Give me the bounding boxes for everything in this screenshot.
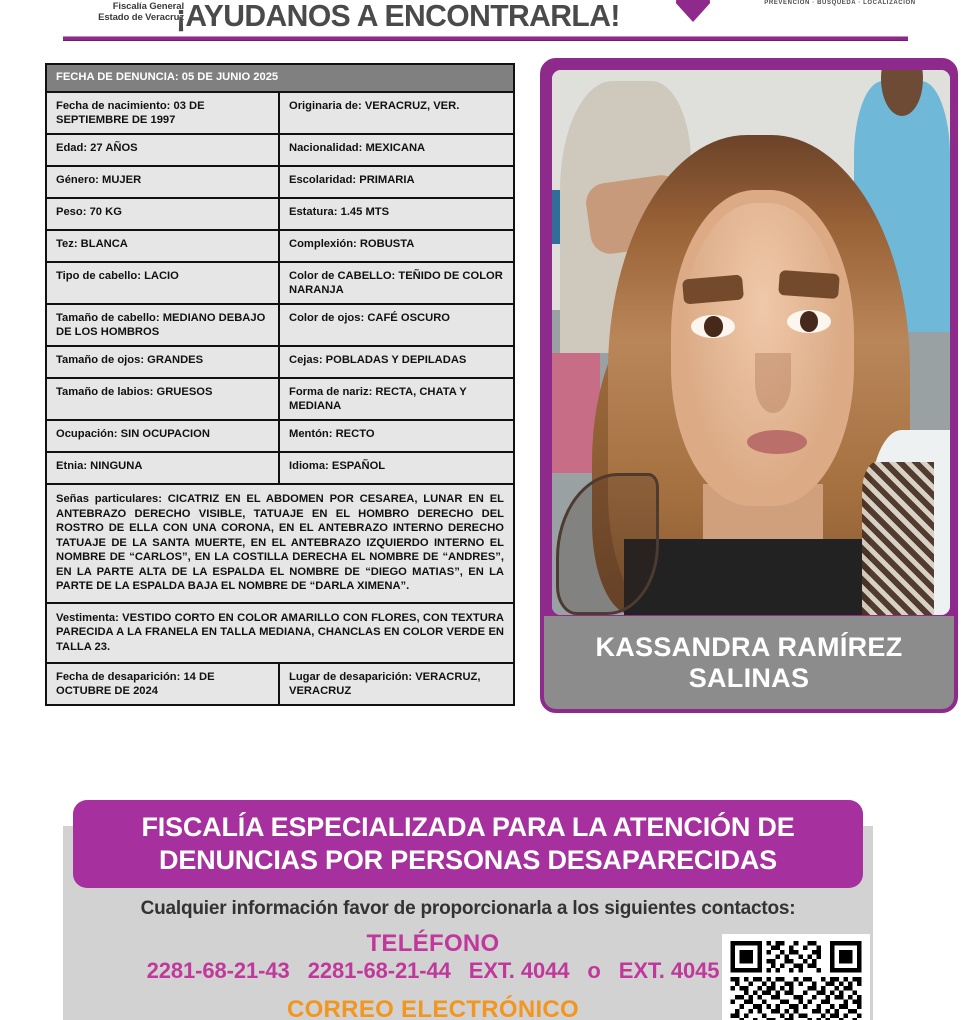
lips-cell: Tamaño de labios: GRUESOS [47,379,280,419]
table-row [47,485,513,604]
table-row [47,421,513,453]
occupation-cell: Ocupación: SIN OCUPACION [47,421,280,451]
eyebrows-cell: Cejas: POBLADAS Y DEPILADAS [280,347,513,377]
table-row [47,231,513,263]
extension-2: EXT. 4045 [618,958,720,983]
hair-color-cell: Color de CABELLO: TEÑIDO DE COLOR NARANJA [280,263,513,303]
table-row [47,379,513,421]
disappearance-date-cell: Fecha de desaparición: 14 DE OCTUBRE DE 2024 [47,664,280,704]
nationality-cell: Nacionalidad: MEXICANA [280,135,513,165]
origin-cell: Originaria de: VERACRUZ, VER. [280,93,513,133]
phone-number-2[interactable]: 2281-68-21-44 [307,958,451,983]
qr-code-icon [729,941,863,1020]
age-cell: Edad: 27 AÑOS [47,135,280,165]
disappearance-place-cell: Lugar de desaparición: VERACRUZ, VERACRUZ [280,664,513,704]
org-line-2: Estado de Veracruz [98,12,184,23]
table-row [47,65,513,93]
language-cell: Idioma: ESPAÑOL [280,453,513,483]
photo-eye-right [787,310,831,333]
name-plate [544,616,954,709]
purple-drop-icon [676,0,710,22]
header-divider [63,36,908,41]
qr-code[interactable] [722,934,870,1020]
person-name: KASSANDRA RAMÍREZ SALINAS [595,631,903,693]
page-title: ¡AYUDANOS A ENCONTRARLA! [176,0,620,33]
eye-color-cell: Color de ojos: CAFÉ OSCURO [280,305,513,345]
phone-number-1[interactable]: 2281-68-21-43 [146,958,290,983]
skin-cell: Tez: BLANCA [47,231,280,261]
table-row [47,453,513,485]
photo-face [671,190,854,506]
table-row [47,347,513,379]
extension-1: EXT. 4044 [468,958,570,983]
table-row [47,664,513,704]
photo-patterned-fabric [862,462,934,615]
photo-mouth [747,430,807,454]
weight-cell: Peso: 70 KG [47,199,280,229]
table-row [47,604,513,665]
org-line-1: Fiscalía General [112,1,184,12]
contact-instruction: Cualquier información favor de proporcionarla a los siguientes contactos: [140,898,796,919]
distinguishing-marks-cell: Señas particulares: CICATRIZ EN EL ABDOMEN POR CESAREA, LUNAR EN EL ANTEBRAZO DERECHO VISIBLE, TATUAJE EN EL HOMBRO DERECHO DEL ROSTRO DE ELLA CON UNA CORONA, EN EL ANTEBRAZO INTERNO DERECHO TATUAJE DE LA SANTA MUERTE, EN EL ANTEBRAZO IZQUIERDO INTERNO EL NOMBRE DE “CARLOS”, EN LA COSTILLA DERECHA EL NOMBRE DE “ANDRES”, EN LA PARTE ALTA DE LA ESPALDA EL NOMBRE DE “DIEGO MATIAS”, EN LA PARTE DE LA ESPALDA BAJA EL NOMBRE DE “DARLA XIMENA”. [47,485,513,602]
eye-size-cell: Tamaño de ojos: GRANDES [47,347,280,377]
hair-length-cell: Tamaño de cabello: MEDIANO DEBAJO DE LOS HOMBROS [47,305,280,345]
tagline: PREVENCIÓN · BÚSQUEDA · LOCALIZACIÓN [764,0,916,6]
person-details-table [45,63,515,706]
education-cell: Escolaridad: PRIMARIA [280,167,513,197]
gender-cell: Género: MUJER [47,167,280,197]
table-row [47,263,513,305]
phone-numbers [63,958,803,984]
photo-shirt [624,539,887,615]
contact-banner [73,800,863,888]
fiscalia-general-logo [62,1,184,23]
extension-separator: o [587,958,601,983]
chin-cell: Mentón: RECTO [280,421,513,451]
clothing-cell: Vestimenta: VESTIDO CORTO EN COLOR AMARILLO CON FLORES, CON TEXTURA PARECIDA A LA FRANELA EN TALLA MEDIANA, CHANCLAS EN COLOR VERDE EN TALLA 23. [47,604,513,663]
poster-header [0,0,970,33]
table-row [47,93,513,135]
person-photo [552,70,950,615]
complexion-cell: Complexión: ROBUSTA [280,231,513,261]
ethnicity-cell: Etnia: NINGUNA [47,453,280,483]
birthdate-cell: Fecha de nacimiento: 03 DE SEPTIEMBRE DE 1997 [47,93,280,133]
photo-card [540,58,958,713]
phone-label: TELÉFONO [366,930,500,957]
photo-nose [755,353,791,413]
height-cell: Estatura: 1.45 MTS [280,199,513,229]
photo-eye-left [691,315,735,338]
contact-banner-text: FISCALÍA ESPECIALIZADA PARA LA ATENCIÓN DE DENUNCIAS POR PERSONAS DESAPARECIDAS [141,812,795,875]
nose-cell: Forma de nariz: RECTA, CHATA Y MEDIANA [280,379,513,419]
table-row [47,167,513,199]
table-row [47,199,513,231]
table-row [47,305,513,347]
hair-type-cell: Tipo de cabello: LACIO [47,263,280,303]
table-row [47,135,513,167]
email-label: CORREO ELECTRÓNICO [286,996,580,1020]
report-date-cell: FECHA DE DENUNCIA: 05 DE JUNIO 2025 [47,65,513,91]
photo-eyebrow-right [778,270,839,299]
